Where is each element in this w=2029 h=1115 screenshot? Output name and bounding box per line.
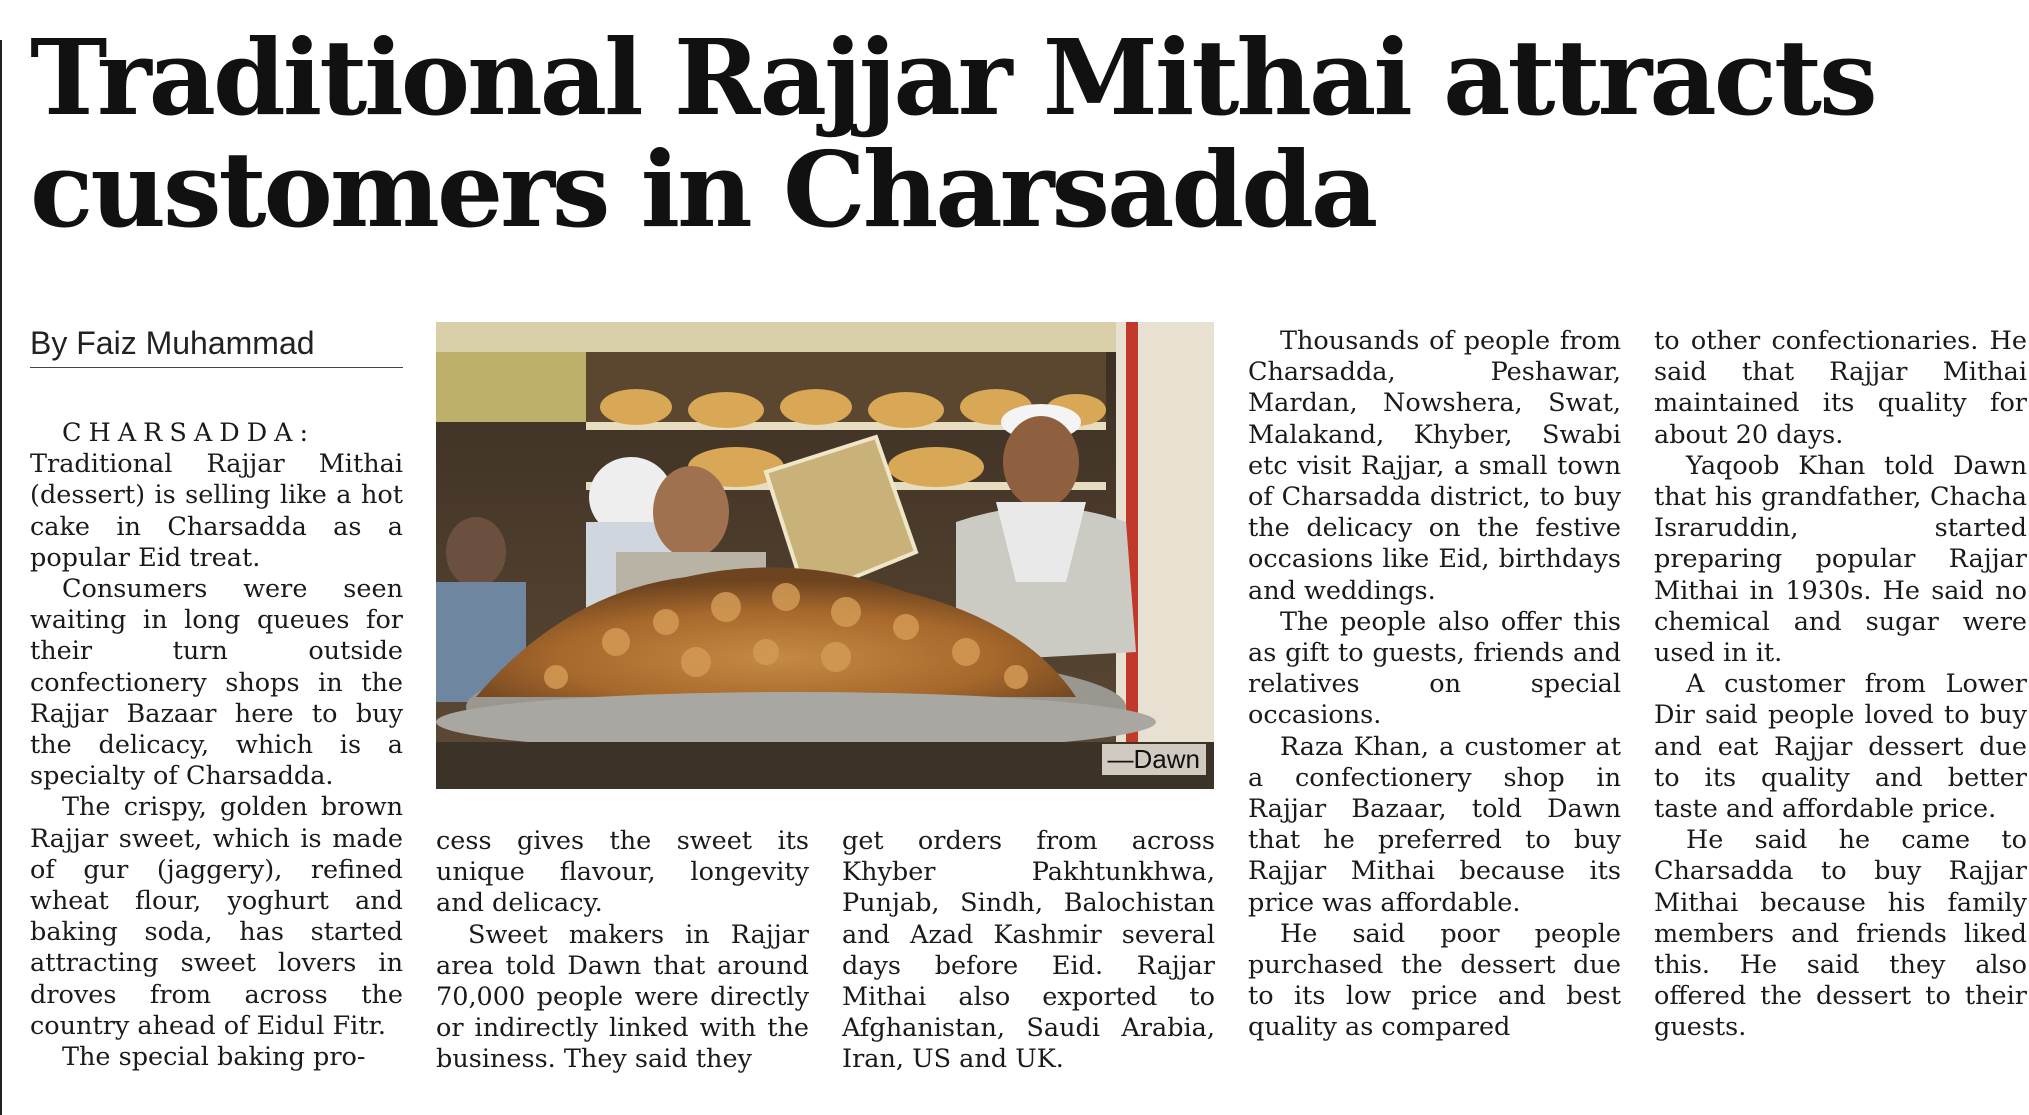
paragraph: Yaqoob Khan told Dawn that his grandfather, Chacha Israruddin, started preparing popular Rajjar Mithai in 1930s. He said no chemical and sugar were used in it.	[1654, 450, 2027, 669]
sweet-shop-photo-image	[436, 322, 1214, 789]
article-column-5	[1654, 326, 2027, 1044]
paragraph: The special baking pro-	[62, 1042, 366, 1073]
paragraph: Consumers were seen waiting in long queues for their turn outside confectionery shops in the Rajjar Bazaar here to buy the delicacy, which is a specialty of Charsadda.	[30, 574, 403, 792]
paragraph: to other confectionaries. He said that Rajjar Mithai maintained its quality for about 20 days.	[1654, 326, 2027, 450]
article-column-3	[842, 826, 1215, 1076]
left-column-rule	[0, 40, 2, 1115]
photo-credit: —Dawn	[1102, 744, 1206, 775]
paragraph: A customer from Lower Dir said people loved to buy and eat Rajjar dessert due to its quality and better taste and affordable price.	[1654, 669, 2027, 825]
paragraph: He said he came to Charsadda to buy Rajjar Mithai because his family members and friends liked this. He said they also offered the dessert to their guests.	[1654, 825, 2027, 1043]
article-column-4	[1248, 326, 1621, 1044]
paragraph: cess gives the sweet its unique flavour, longevity and delicacy.	[436, 826, 809, 919]
dateline: CHARSADDA:	[62, 418, 316, 448]
news-photo	[436, 322, 1214, 789]
paragraph: The crispy, golden brown Rajjar sweet, which is made of gur (jaggery), refined wheat flour, yoghurt and baking soda, has started attracting sweet lovers in droves from across the country ahead of Eidul Fitr.	[30, 792, 403, 1041]
paragraph-text: Traditional Rajjar Mithai (dessert) is selling like a hot cake in Charsadda as a popular Eid treat.	[30, 449, 403, 573]
article-column-1	[30, 418, 403, 1073]
article-column-2	[436, 826, 809, 1076]
paragraph: get orders from across Khyber Pakhtunkhwa, Punjab, Sindh, Balochistan and Azad Kashmir several days before Eid. Rajjar Mithai also exported to Afghanistan, Saudi Arabia, Iran, US and UK.	[842, 826, 1215, 1075]
paragraph	[30, 418, 403, 574]
paragraph: He said poor people purchased the dessert due to its low price and best quality as compared	[1248, 918, 1621, 1043]
paragraph: Raza Khan, a customer at a confectionery shop in Rajjar Bazaar, told Dawn that he preferred to buy Rajjar Mithai because its price was affordable.	[1248, 731, 1621, 918]
paragraph: Sweet makers in Rajjar area told Dawn that around 70,000 people were directly or indirectly linked with the business. They said they	[436, 919, 809, 1075]
headline: Traditional Rajjar Mithai attracts customers in Charsadda	[30, 16, 1875, 251]
paragraph: The people also offer this as gift to guests, friends and relatives on special occasions.	[1248, 606, 1621, 731]
byline: By Faiz Muhammad	[30, 323, 403, 368]
paragraph: Thousands of people from Charsadda, Peshawar, Mardan, Nowshera, Swat, Malakand, Khyber, Swabi etc visit Rajjar, a small town of Charsadda district, to buy the delicacy on the festive occasions like Eid, birthdays and weddings.	[1248, 326, 1621, 606]
